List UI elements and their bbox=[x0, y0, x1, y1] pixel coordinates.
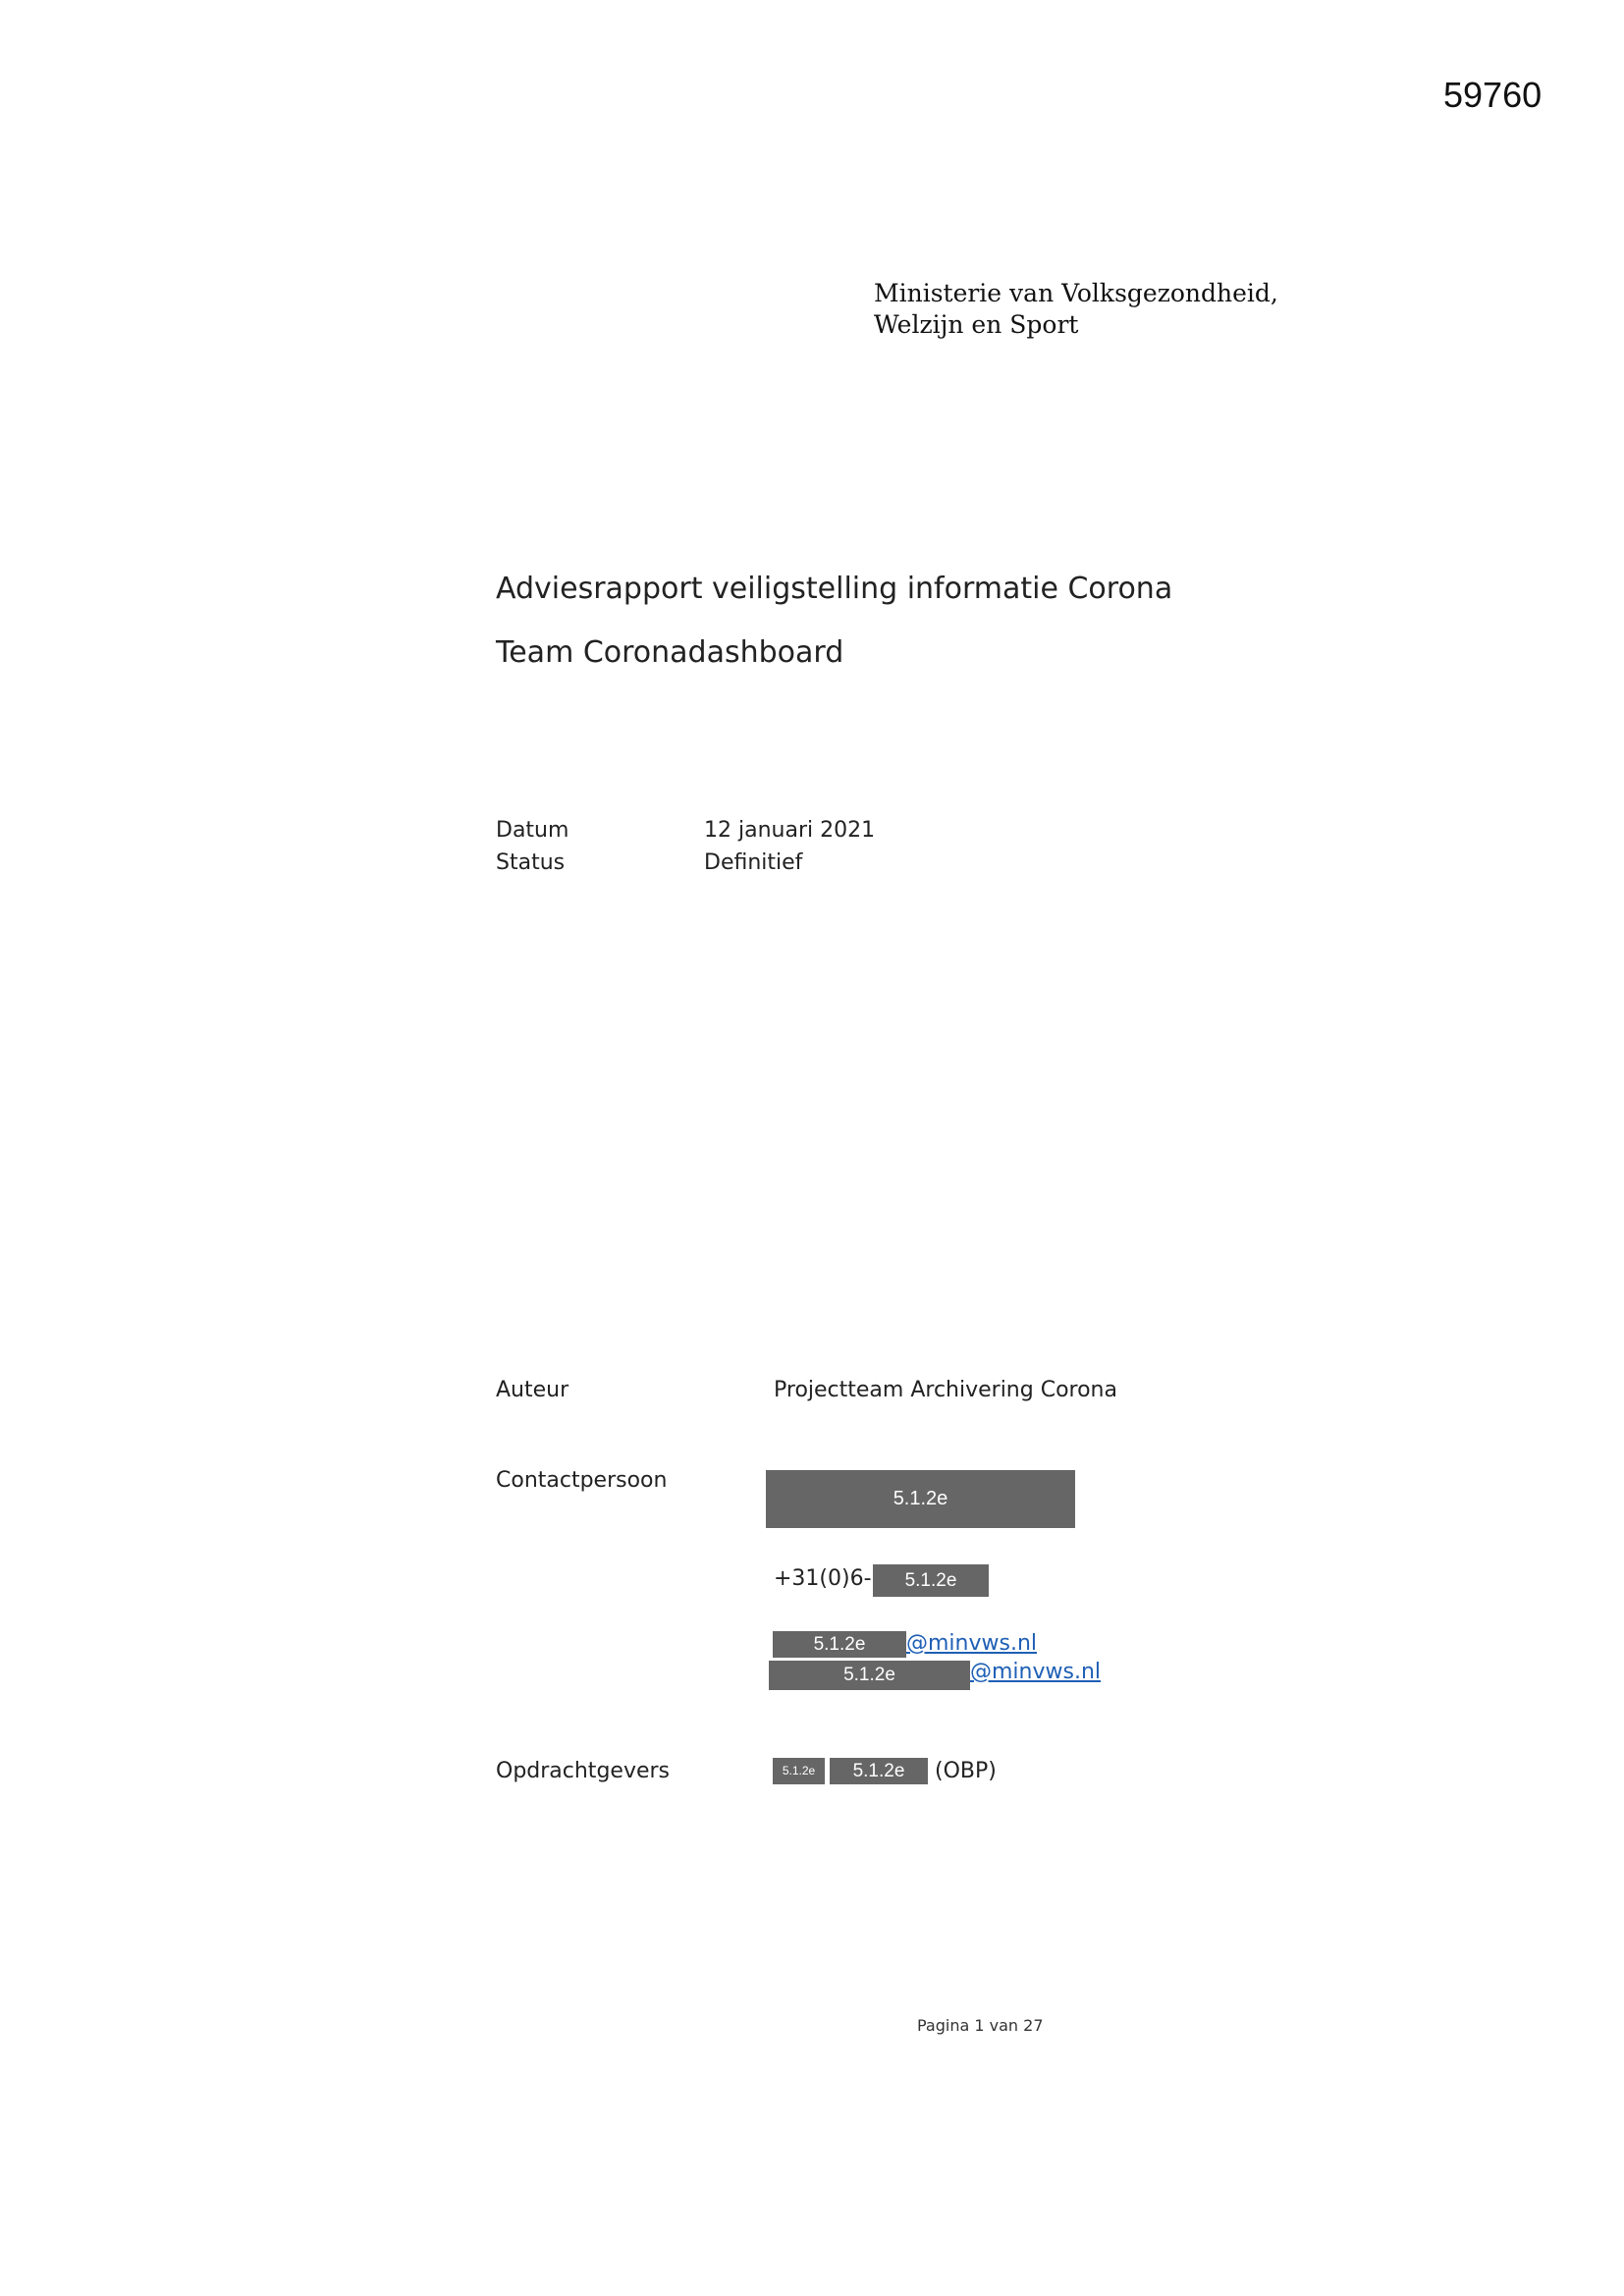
redaction-email-1: 5.1.2e bbox=[773, 1631, 906, 1658]
status-value: Definitief bbox=[704, 850, 803, 875]
email-domain-1[interactable]: @minvws.nl bbox=[906, 1631, 1038, 1656]
ministry-line-1: Ministerie van Volksgezondheid, bbox=[874, 279, 1278, 307]
phone-prefix: +31(0)6- bbox=[774, 1566, 872, 1591]
email-domain-2[interactable]: @minvws.nl bbox=[970, 1660, 1102, 1684]
redaction-phone: 5.1.2e bbox=[873, 1564, 989, 1597]
contact-label: Contactpersoon bbox=[496, 1468, 668, 1493]
ministry-logo-text bbox=[874, 278, 1278, 341]
author-label: Auteur bbox=[496, 1378, 569, 1402]
date-label: Datum bbox=[496, 818, 569, 843]
document-number: 59760 bbox=[1443, 75, 1543, 115]
ministry-line-2: Welzijn en Sport bbox=[874, 310, 1079, 339]
clients-suffix: (OBP) bbox=[935, 1759, 997, 1783]
report-subtitle: Team Coronadashboard bbox=[496, 635, 844, 670]
redaction-email-2: 5.1.2e bbox=[769, 1661, 970, 1690]
redaction-client-2: 5.1.2e bbox=[830, 1758, 928, 1784]
page-number: Pagina 1 van 27 bbox=[917, 2016, 1044, 2035]
status-label: Status bbox=[496, 850, 566, 875]
author-value: Projectteam Archivering Corona bbox=[774, 1378, 1117, 1402]
clients-label: Opdrachtgevers bbox=[496, 1759, 670, 1783]
redaction-client-1: 5.1.2e bbox=[773, 1758, 825, 1784]
date-value: 12 januari 2021 bbox=[704, 818, 876, 843]
report-title: Adviesrapport veiligstelling informatie Corona bbox=[496, 572, 1173, 606]
redaction-contact-name: 5.1.2e bbox=[766, 1470, 1075, 1528]
